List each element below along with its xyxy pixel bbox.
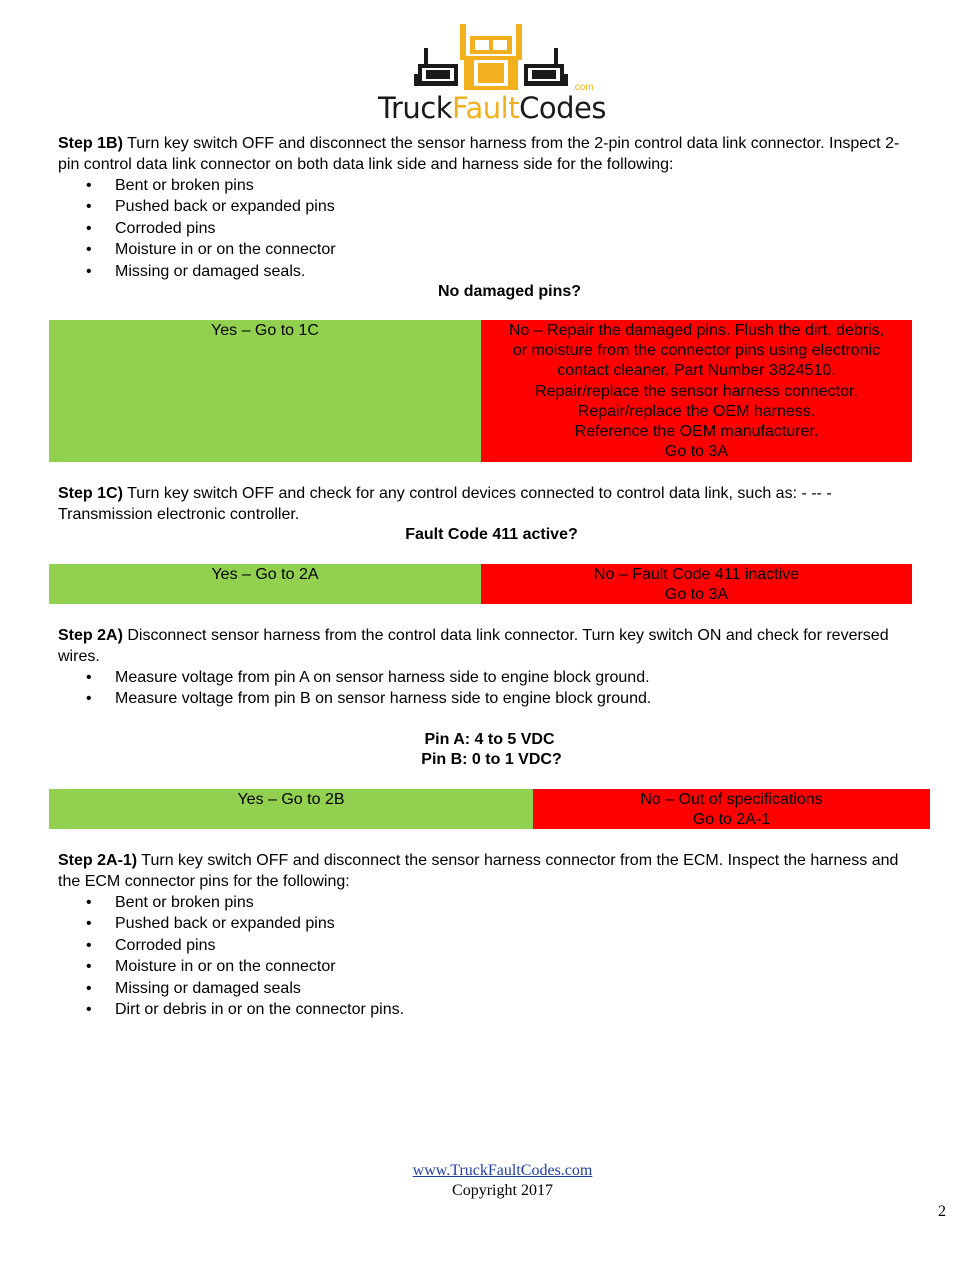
step-1b-no-cell xyxy=(481,320,912,462)
step-2a1-text: Step 2A-1) Turn key switch OFF and disconnect the sensor harness connector from the ECM. Inspect the harness and the ECM connector pins for the following: xyxy=(58,852,899,890)
step-2a-bullets xyxy=(58,667,651,710)
footer-website-link[interactable]: www.TruckFaultCodes.com xyxy=(412,1162,593,1179)
list-item: • Missing or damaged seals. xyxy=(58,261,336,282)
step-1c-yes-cell xyxy=(49,564,481,604)
no-line: Repair/replace the sensor harness connector. xyxy=(535,382,858,400)
yes-label: Yes – Go to 2A xyxy=(211,566,319,583)
step-1b-decision-table xyxy=(49,320,912,462)
step-1c-text: Step 1C) Turn key switch OFF and check for any control devices connected to control data link, such as: - -- -Transmission electronic controller. xyxy=(58,485,832,523)
step-2a-question-pin-a: Pin A: 4 to 5 VDC xyxy=(424,731,555,748)
step-2a-yes-cell xyxy=(49,789,533,829)
no-line: No – Repair the damaged pins. Flush the dirt, debris, xyxy=(508,322,885,339)
no-line: Go to 3A xyxy=(664,443,729,461)
logo-com: .com xyxy=(572,82,594,93)
no-line: Go to 3A xyxy=(664,586,729,604)
list-item: • Corroded pins xyxy=(58,935,404,956)
no-line: Reference the OEM manufacturer. xyxy=(574,423,819,441)
step-2a-decision-table xyxy=(49,789,930,829)
no-line: Repair/replace the OEM harness. xyxy=(577,402,816,420)
step-1c-decision-table xyxy=(49,564,912,604)
truck-logo-icon xyxy=(378,18,604,94)
list-item: • Pushed back or expanded pins xyxy=(58,196,336,217)
list-item: • Corroded pins xyxy=(58,218,336,239)
yes-label: Yes – Go to 1C xyxy=(211,322,319,339)
list-item: • Moisture in or on the connector xyxy=(58,956,404,977)
no-line: contact cleaner, Part Number 3824510. xyxy=(557,362,836,380)
step-1c-no-cell xyxy=(481,564,912,604)
step-1b-text: Step 1B) Turn key switch OFF and disconnect the sensor harness from the 2-pin control data link connector. Inspect 2-pin control data link connector on both data link side and harness side for the following: xyxy=(58,135,900,173)
no-line: No – Out of specifications xyxy=(640,791,823,808)
footer-copyright: Copyright 2017 xyxy=(452,1182,553,1199)
step-2a-question-pin-b: Pin B: 0 to 1 VDC? xyxy=(421,751,562,768)
list-item: • Measure voltage from pin A on sensor harness side to engine block ground. xyxy=(58,667,651,688)
yes-label: Yes – Go to 2B xyxy=(237,791,345,808)
step-1c-question: Fault Code 411 active? xyxy=(405,526,578,543)
list-item: • Pushed back or expanded pins xyxy=(58,913,404,934)
list-item: • Missing or damaged seals xyxy=(58,978,404,999)
no-line: No – Fault Code 411 inactive xyxy=(593,566,800,583)
step-1b-question: No damaged pins? xyxy=(437,283,582,300)
no-line: or moisture from the connector pins using electronic xyxy=(512,342,881,360)
logo-wordmark: TruckFaultCodes xyxy=(378,91,606,125)
step-2a-text: Step 2A) Disconnect sensor harness from the control data link connector. Turn key switch ON and check for reversed wires. xyxy=(58,627,889,665)
step-1b-bullets xyxy=(58,175,336,282)
step-2a-no-cell xyxy=(533,789,930,829)
no-line: Go to 2A-1 xyxy=(692,811,771,829)
list-item: • Moisture in or on the connector xyxy=(58,239,336,260)
list-item: • Measure voltage from pin B on sensor harness side to engine block ground. xyxy=(58,688,651,709)
page-number: 2 xyxy=(938,1203,946,1220)
list-item: • Bent or broken pins xyxy=(58,175,336,196)
list-item: • Bent or broken pins xyxy=(58,892,404,913)
step-2a1-bullets xyxy=(58,892,404,1020)
list-item: • Dirt or debris in or on the connector pins. xyxy=(58,999,404,1020)
logo xyxy=(378,18,604,130)
step-1b-yes-cell xyxy=(49,320,481,462)
